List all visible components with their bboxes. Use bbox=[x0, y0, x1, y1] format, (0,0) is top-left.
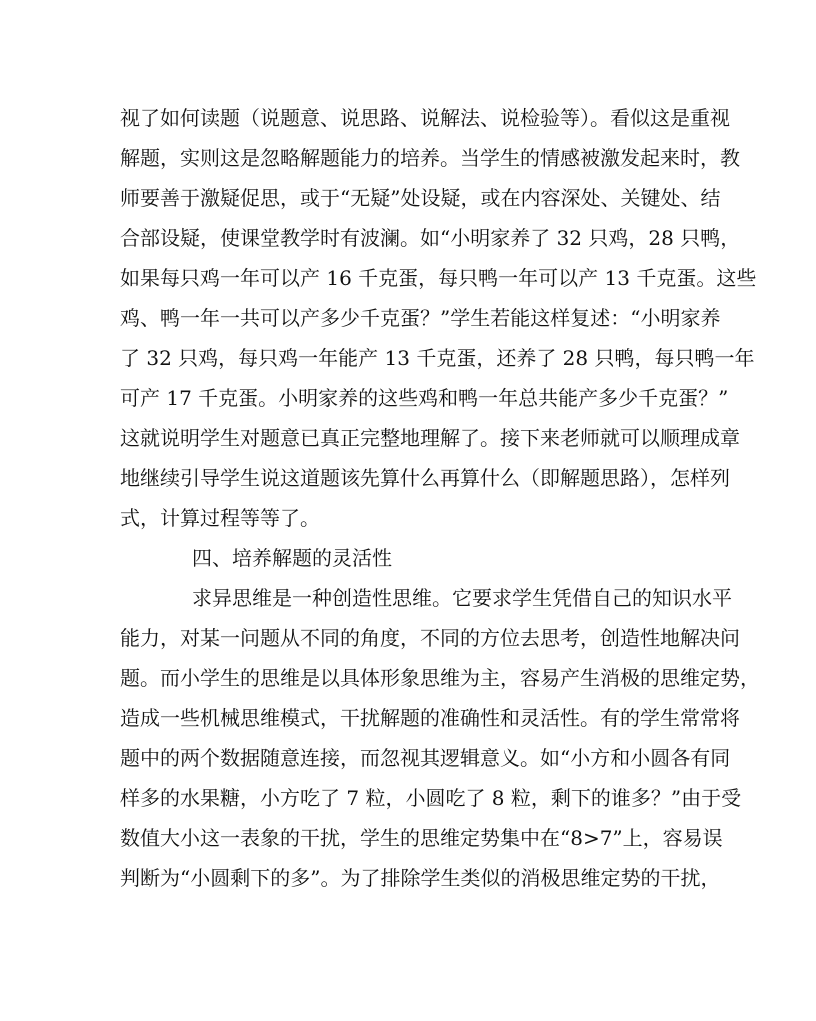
paragraph-line: 题。而小学生的思维是以具体形象思维为主，容易产生消极的思维定势， bbox=[120, 666, 760, 690]
paragraph-line: 鸡、鸭一年一共可以产多少千克蛋？”学生若能这样复述：“小明家养 bbox=[120, 306, 721, 330]
paragraph-line: 求异思维是一种创造性思维。它要求学生凭借自己的知识水平 bbox=[192, 586, 732, 610]
paragraph-line: 视了如何读题（说题意、说思路、说解法、说检验等）。看似这是重视 bbox=[120, 106, 730, 130]
paragraph-line: 了 32 只鸡，每只鸡一年能产 13 千克蛋，还养了 28 只鸭，每只鸭一年 bbox=[120, 346, 755, 370]
paragraph-line: 样多的水果糖，小方吃了 7 粒，小圆吃了 8 粒，剩下的谁多？”由于受 bbox=[120, 786, 742, 810]
paragraph-line: 判断为“小圆剩下的多”。为了排除学生类似的消极思维定势的干扰， bbox=[120, 866, 721, 890]
paragraph-line-last: 式，计算过程等等了。 bbox=[120, 506, 320, 530]
paragraph-line: 师要善于激疑促思，或于“无疑”处设疑，或在内容深处、关键处、结 bbox=[120, 186, 721, 210]
paragraph-line: 数值大小这一表象的干扰，学生的思维定势集中在“8>7”上，容易误 bbox=[120, 826, 723, 850]
paragraph-line: 合部设疑，使课堂教学时有波澜。如“小明家养了 32 只鸡，28 只鸭， bbox=[120, 226, 741, 250]
paragraph-line: 如果每只鸡一年可以产 16 千克蛋，每只鸭一年可以产 13 千克蛋。这些 bbox=[120, 266, 757, 290]
paragraph-line: 地继续引导学生说这道题该先算什么再算什么（即解题思路），怎样列 bbox=[120, 466, 730, 490]
paragraph-line: 可产 17 千克蛋。小明家养的这些鸡和鸭一年总共能产多少千克蛋？” bbox=[120, 386, 729, 410]
paragraph-line: 解题，实则这是忽略解题能力的培养。当学生的情感被激发起来时，教 bbox=[120, 146, 740, 170]
section-heading: 四、培养解题的灵活性 bbox=[192, 546, 392, 570]
paragraph-line: 这就说明学生对题意已真正完整地理解了。接下来老师就可以顺理成章 bbox=[120, 426, 740, 450]
paragraph-line: 题中的两个数据随意连接，而忽视其逻辑意义。如“小方和小圆各有同 bbox=[120, 746, 731, 770]
paragraph-line: 能力，对某一问题从不同的角度，不同的方位去思考，创造性地解决问 bbox=[120, 626, 740, 650]
paragraph-line: 造成一些机械思维模式，干扰解题的准确性和灵活性。有的学生常常将 bbox=[120, 706, 740, 730]
